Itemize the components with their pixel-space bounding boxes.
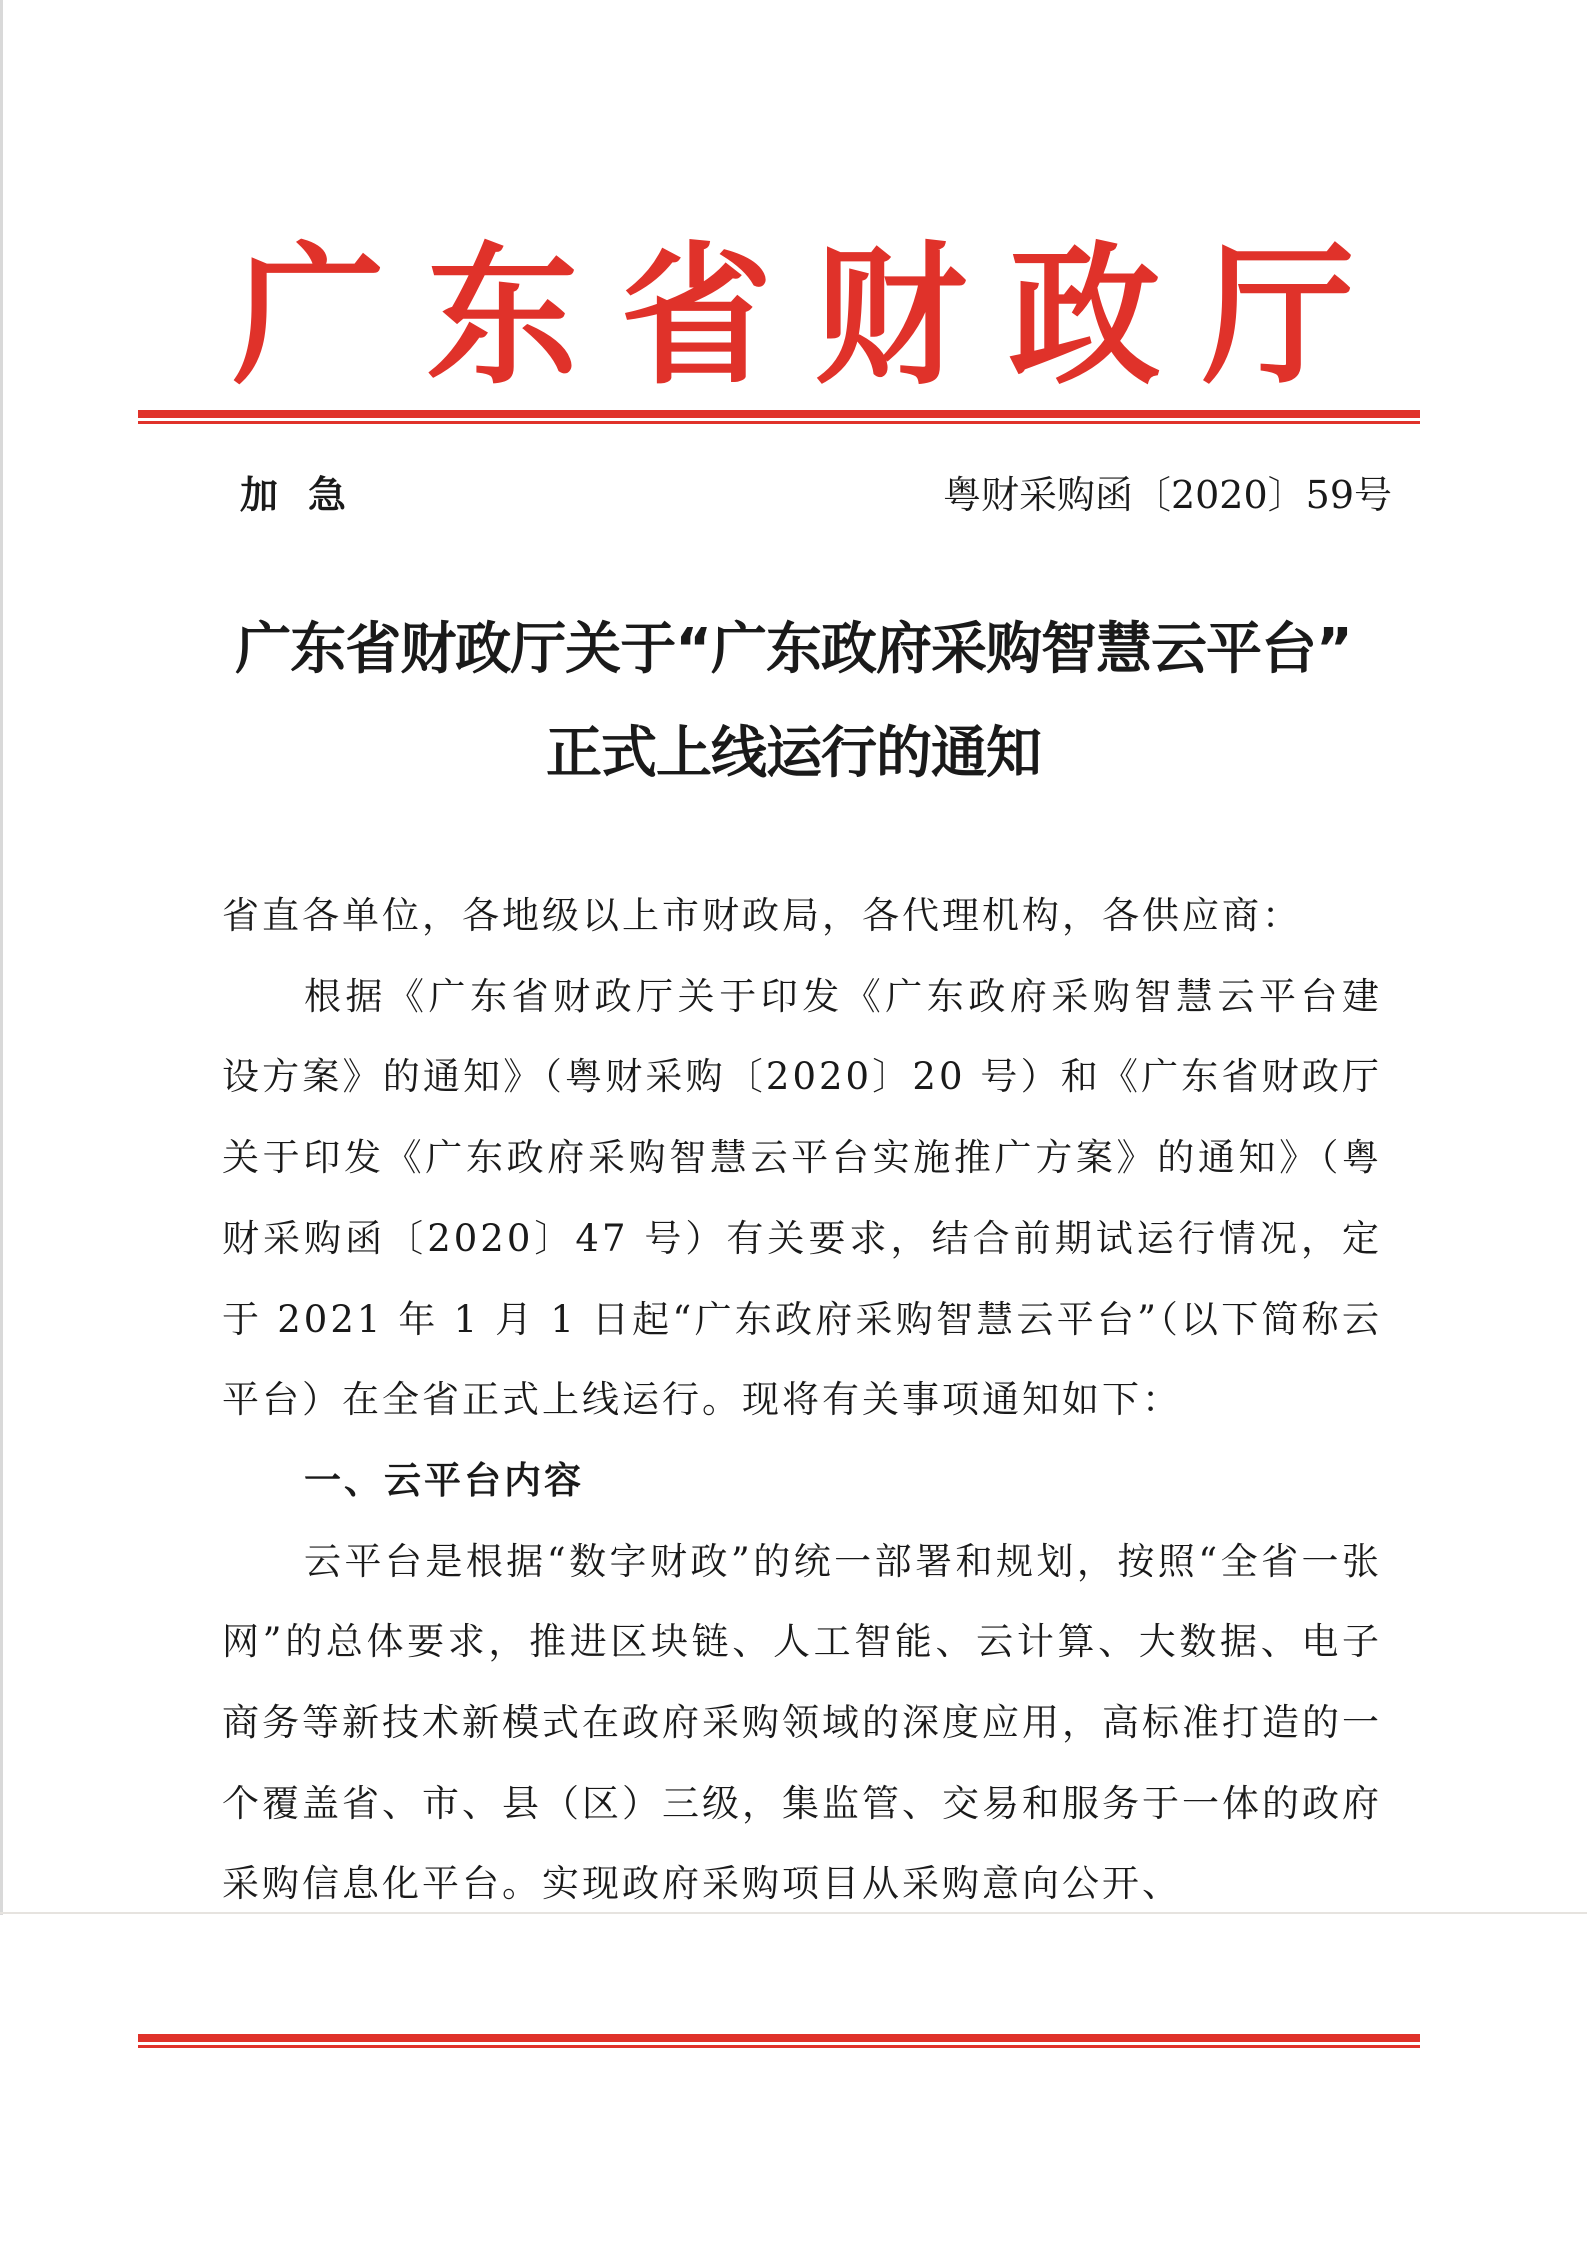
section-heading-1: 一、云平台内容 [304,1458,584,1502]
document-title [150,598,1437,806]
document-number: 粤财采购函〔2020〕59号 [942,473,1392,517]
header-red-rule [138,410,1420,424]
issuing-organization-header: 广东省财政厅 [232,228,1397,405]
salutation: 省直各单位，各地级以上市财政局，各代理机构，各供应商： [222,894,1302,937]
urgency-label: 加急 [240,473,377,517]
paragraph-basis: 根据《广东省财政厅关于印发《广东政府采购智慧云平台建设方案》的通知》（粤财采购〔2020〕20 号）和《广东省财政厅关于印发《广东政府采购智慧云平台实施推广方案》的通知》（粤财采购函〔2020〕47 号）有关要求，结合前期试运行情况，定于 2021 年 1 月 1 日起“广东政府采购智慧云平台”（以下简称云平台）在全省正式上线运行。现将有关事项通知如下： [222,974,1382,1422]
footer-red-rule-thick [138,2034,1420,2042]
footer-red-rule [138,2034,1420,2048]
paragraph-platform-content: 云平台是根据“数字财政”的统一部署和规划，按照“全省一张网”的总体要求，推进区块链、人工智能、云计算、大数据、电子商务等新技术新模式在政府采购领域的深度应用，高标准打造的一个覆盖省、市、县（区）三级，集监管、交易和服务于一体的政府采购信息化平台。实现政府采购项目从采购意向公开、 [222,1539,1382,1906]
header-red-rule-thick [138,410,1420,418]
document-title-line-1: 广东省财政厅关于“广东政府采购智慧云平台” [235,617,1352,682]
document-body [222,876,1382,1925]
page-fold-line [0,1912,1587,1914]
header-red-rule-thin [138,421,1420,424]
document-title-line-2: 正式上线运行的通知 [546,721,1041,786]
footer-red-rule-thin [138,2045,1420,2048]
